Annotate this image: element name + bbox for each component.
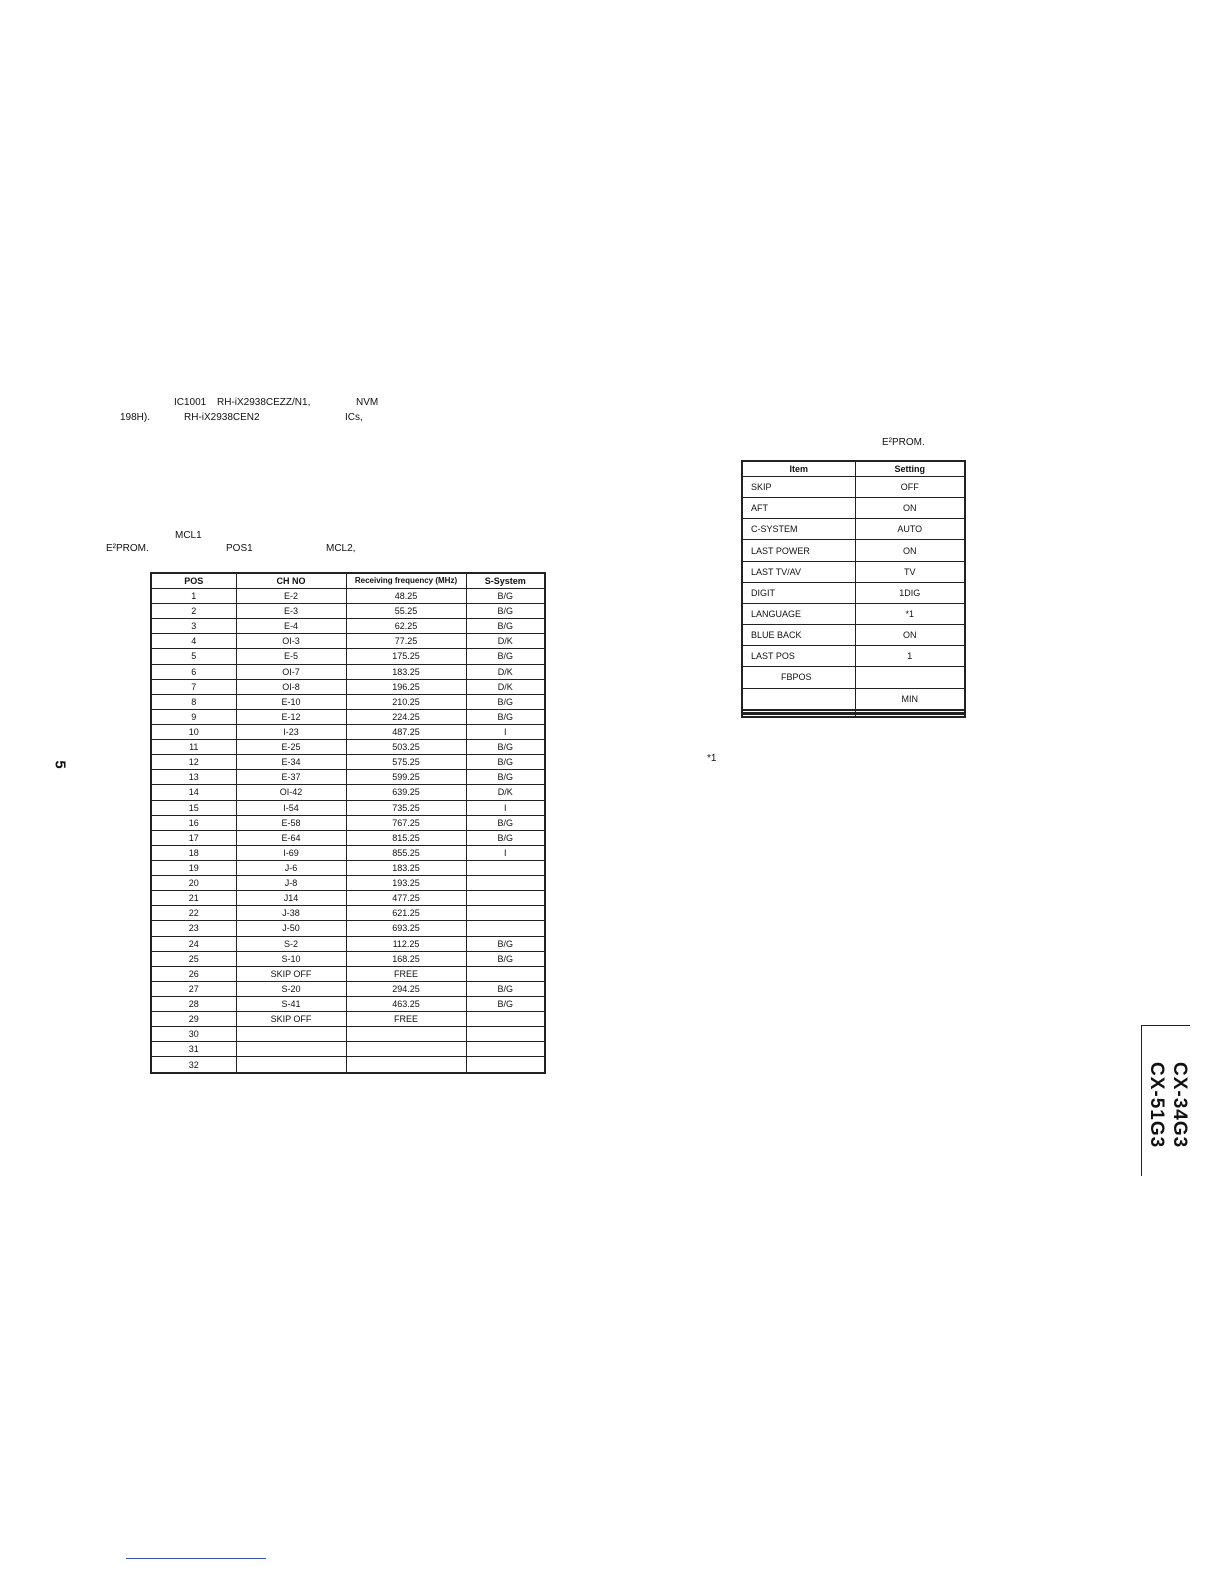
cell-pos: 16 (151, 815, 236, 830)
cell-ch-no: J-50 (236, 921, 346, 936)
cell-pos: 22 (151, 906, 236, 921)
settings-table-row (742, 688, 965, 709)
cell-setting: *1 (855, 603, 965, 624)
cell-frequency: 183.25 (346, 664, 466, 679)
cell-pos: 9 (151, 709, 236, 724)
cell-s-system: B/G (466, 755, 545, 770)
settings-table-row (742, 625, 965, 646)
cell-frequency: FREE (346, 1012, 466, 1027)
cell-ch-no: E-12 (236, 709, 346, 724)
cell-pos: 15 (151, 800, 236, 815)
settings-table-header (742, 461, 965, 477)
footnote-mark: *1 (707, 753, 717, 764)
channel-table-row (151, 981, 545, 996)
channel-table-row (151, 996, 545, 1011)
cell-s-system: B/G (466, 694, 545, 709)
channel-table-row (151, 800, 545, 815)
cell-frequency (346, 1057, 466, 1073)
cell-pos: 12 (151, 755, 236, 770)
cell-s-system (466, 1012, 545, 1027)
channel-table-row (151, 951, 545, 966)
cell-item: SKIP (742, 477, 855, 498)
cell-frequency: 77.25 (346, 634, 466, 649)
cell-pos: 29 (151, 1012, 236, 1027)
cell-item: DIGIT (742, 582, 855, 603)
cell-pos: 31 (151, 1042, 236, 1057)
cell-ch-no: E-64 (236, 830, 346, 845)
cell-s-system: B/G (466, 830, 545, 845)
cell-ch-no: E-34 (236, 755, 346, 770)
cell-item: LAST POS (742, 646, 855, 667)
channel-table-row (151, 724, 545, 739)
cell-pos: 10 (151, 724, 236, 739)
channel-table-row (151, 589, 545, 604)
settings-table-row (742, 646, 965, 667)
header-pos: POS (151, 573, 236, 589)
cell-s-system: B/G (466, 604, 545, 619)
cell-item: AFT (742, 498, 855, 519)
cell-pos: 7 (151, 679, 236, 694)
cell-frequency: 55.25 (346, 604, 466, 619)
settings-table-row (742, 582, 965, 603)
cell-ch-no: SKIP OFF (236, 1012, 346, 1027)
eeprom-label-left: E²PROM. (106, 543, 149, 554)
cell-pos: 24 (151, 936, 236, 951)
cell-pos: 2 (151, 604, 236, 619)
intro-ic-ref: IC1001 (174, 397, 207, 408)
eeprom-label-right: E²PROM. (882, 437, 925, 448)
cell-frequency: 693.25 (346, 921, 466, 936)
channel-table-row (151, 830, 545, 845)
intro-address: 198H). (120, 412, 151, 423)
mcl2-label: MCL2, (326, 543, 356, 554)
channel-table-row (151, 1057, 545, 1073)
cell-pos: 1 (151, 589, 236, 604)
cell-pos: 23 (151, 921, 236, 936)
cell-pos: 25 (151, 951, 236, 966)
cell-pos: 4 (151, 634, 236, 649)
settings-table-row (742, 603, 965, 624)
cell-ch-no: OI-8 (236, 679, 346, 694)
cell-s-system: B/G (466, 649, 545, 664)
cell-setting: 1 (855, 646, 965, 667)
settings-table-row (742, 477, 965, 498)
cell-setting: ON (855, 625, 965, 646)
cell-setting: 1DIG (855, 582, 965, 603)
intro-part-number-1: RH-iX2938CEZZ/N1, (217, 397, 311, 408)
cell-s-system (466, 1027, 545, 1042)
cell-pos: 27 (151, 981, 236, 996)
pos1-label: POS1 (226, 543, 253, 554)
channel-table-row (151, 891, 545, 906)
channel-table-row (151, 845, 545, 860)
cell-item: LAST POWER (742, 540, 855, 561)
settings-table-row (742, 715, 965, 717)
cell-frequency: 196.25 (346, 679, 466, 694)
cell-frequency (346, 1042, 466, 1057)
cell-frequency: 767.25 (346, 815, 466, 830)
channel-table-row (151, 1012, 545, 1027)
cell-s-system: B/G (466, 815, 545, 830)
model-name-1: CX-34G3 (1169, 1062, 1190, 1149)
cell-s-system: B/G (466, 619, 545, 634)
cell-frequency: 48.25 (346, 589, 466, 604)
channel-table-row (151, 966, 545, 981)
cell-pos: 6 (151, 664, 236, 679)
cell-ch-no: OI-7 (236, 664, 346, 679)
channel-table-row (151, 604, 545, 619)
cell-s-system (466, 891, 545, 906)
intro-part-number-2: RH-iX2938CEN2 (184, 412, 260, 423)
cell-pos: 14 (151, 785, 236, 800)
cell-frequency: 621.25 (346, 906, 466, 921)
cell-s-system: B/G (466, 709, 545, 724)
cell-pos: 17 (151, 830, 236, 845)
cell-s-system: B/G (466, 981, 545, 996)
cell-s-system: D/K (466, 664, 545, 679)
cell-ch-no: S-10 (236, 951, 346, 966)
channel-table-row (151, 634, 545, 649)
channel-table-row (151, 664, 545, 679)
cell-setting: TV (855, 561, 965, 582)
cell-pos: 21 (151, 891, 236, 906)
cell-frequency (346, 1027, 466, 1042)
cell-item: BLUE BACK (742, 625, 855, 646)
cell-s-system: D/K (466, 679, 545, 694)
cell-frequency: 463.25 (346, 996, 466, 1011)
cell-frequency: 487.25 (346, 724, 466, 739)
cell-ch-no: E-4 (236, 619, 346, 634)
channel-table-row (151, 906, 545, 921)
cell-ch-no: E-25 (236, 740, 346, 755)
cell-ch-no: J-38 (236, 906, 346, 921)
cell-frequency: 639.25 (346, 785, 466, 800)
cell-s-system: I (466, 845, 545, 860)
cell-ch-no: S-2 (236, 936, 346, 951)
page-number: 5 (51, 760, 69, 769)
cell-s-system: B/G (466, 770, 545, 785)
settings-table-row (742, 667, 965, 688)
cell-frequency: 599.25 (346, 770, 466, 785)
cell-frequency: 575.25 (346, 755, 466, 770)
cell-s-system: B/G (466, 936, 545, 951)
channel-table-row (151, 694, 545, 709)
cell-frequency: 294.25 (346, 981, 466, 996)
cell-s-system: B/G (466, 951, 545, 966)
cell-frequency: 168.25 (346, 951, 466, 966)
cell-setting: ON (855, 540, 965, 561)
cell-setting (855, 667, 965, 688)
cell-pos: 18 (151, 845, 236, 860)
cell-ch-no: I-69 (236, 845, 346, 860)
cell-frequency: FREE (346, 966, 466, 981)
channel-table-row (151, 1027, 545, 1042)
settings-table-row (742, 519, 965, 540)
cell-s-system (466, 1042, 545, 1057)
cell-ch-no (236, 1042, 346, 1057)
cell-pos: 20 (151, 876, 236, 891)
cell-ch-no (236, 1057, 346, 1073)
header-frequency: Receiving frequency (MHz) (346, 573, 466, 589)
channel-table-header (151, 573, 545, 589)
cell-ch-no: I-23 (236, 724, 346, 739)
cell-s-system (466, 1057, 545, 1073)
initial-settings-table (741, 460, 966, 718)
cell-ch-no: E-37 (236, 770, 346, 785)
footer-rule (126, 1558, 266, 1559)
cell-setting: OFF (855, 477, 965, 498)
cell-pos: 28 (151, 996, 236, 1011)
cell-pos: 30 (151, 1027, 236, 1042)
cell-ch-no (236, 1027, 346, 1042)
cell-frequency: 503.25 (346, 740, 466, 755)
header-setting: Setting (855, 461, 965, 477)
cell-ch-no: SKIP OFF (236, 966, 346, 981)
intro-ics: ICs, (345, 412, 363, 423)
channel-table-row (151, 649, 545, 664)
model-name-2: CX-51G3 (1146, 1062, 1167, 1149)
header-item: Item (742, 461, 855, 477)
cell-s-system: B/G (466, 996, 545, 1011)
cell-frequency: 62.25 (346, 619, 466, 634)
cell-s-system: D/K (466, 634, 545, 649)
cell-ch-no: S-20 (236, 981, 346, 996)
cell-pos: 8 (151, 694, 236, 709)
channel-table-row (151, 876, 545, 891)
cell-ch-no: J-6 (236, 860, 346, 875)
channel-preset-table (150, 572, 546, 1074)
cell-ch-no: S-41 (236, 996, 346, 1011)
settings-table-row (742, 561, 965, 582)
settings-table-row (742, 540, 965, 561)
channel-table-row (151, 785, 545, 800)
channel-table-row (151, 755, 545, 770)
mcl1-label: MCL1 (175, 530, 202, 541)
channel-table-row (151, 1042, 545, 1057)
cell-s-system (466, 906, 545, 921)
cell-ch-no: OI-3 (236, 634, 346, 649)
cell-frequency: 210.25 (346, 694, 466, 709)
channel-table-row (151, 679, 545, 694)
settings-table-row (742, 498, 965, 519)
channel-table-row (151, 709, 545, 724)
cell-ch-no: E-2 (236, 589, 346, 604)
cell-item: LAST TV/AV (742, 561, 855, 582)
cell-ch-no: J-8 (236, 876, 346, 891)
cell-ch-no: E-3 (236, 604, 346, 619)
cell-ch-no: E-5 (236, 649, 346, 664)
cell-frequency: 183.25 (346, 860, 466, 875)
cell-ch-no: I-54 (236, 800, 346, 815)
channel-table-row (151, 815, 545, 830)
cell-ch-no: J14 (236, 891, 346, 906)
cell-frequency: 224.25 (346, 709, 466, 724)
cell-item (742, 715, 855, 717)
channel-table-row (151, 936, 545, 951)
cell-setting: AUTO (855, 519, 965, 540)
cell-ch-no: E-58 (236, 815, 346, 830)
cell-pos: 11 (151, 740, 236, 755)
intro-nvm: NVM (356, 397, 379, 408)
cell-ch-no: E-10 (236, 694, 346, 709)
cell-s-system: I (466, 800, 545, 815)
cell-frequency: 112.25 (346, 936, 466, 951)
cell-pos: 5 (151, 649, 236, 664)
cell-ch-no: OI-42 (236, 785, 346, 800)
channel-table-row (151, 770, 545, 785)
cell-s-system: B/G (466, 589, 545, 604)
cell-pos: 13 (151, 770, 236, 785)
cell-frequency: 735.25 (346, 800, 466, 815)
cell-s-system (466, 966, 545, 981)
cell-setting: ON (855, 498, 965, 519)
cell-item: C-SYSTEM (742, 519, 855, 540)
cell-frequency: 175.25 (346, 649, 466, 664)
cell-setting: MIN (855, 688, 965, 709)
cell-s-system: B/G (466, 740, 545, 755)
cell-item (742, 688, 855, 709)
header-s-system: S-System (466, 573, 545, 589)
cell-s-system (466, 860, 545, 875)
cell-frequency: 815.25 (346, 830, 466, 845)
cell-frequency: 855.25 (346, 845, 466, 860)
cell-pos: 3 (151, 619, 236, 634)
header-ch-no: CH NO (236, 573, 346, 589)
cell-s-system (466, 921, 545, 936)
cell-s-system: D/K (466, 785, 545, 800)
cell-s-system (466, 876, 545, 891)
cell-pos: 19 (151, 860, 236, 875)
cell-pos: 32 (151, 1057, 236, 1073)
cell-frequency: 477.25 (346, 891, 466, 906)
channel-table-row (151, 921, 545, 936)
cell-item: FBPOS (742, 667, 855, 688)
cell-item: LANGUAGE (742, 603, 855, 624)
channel-table-row (151, 619, 545, 634)
channel-table-row (151, 860, 545, 875)
cell-s-system: I (466, 724, 545, 739)
channel-table-row (151, 740, 545, 755)
cell-pos: 26 (151, 966, 236, 981)
cell-frequency: 193.25 (346, 876, 466, 891)
cell-setting (855, 715, 965, 717)
